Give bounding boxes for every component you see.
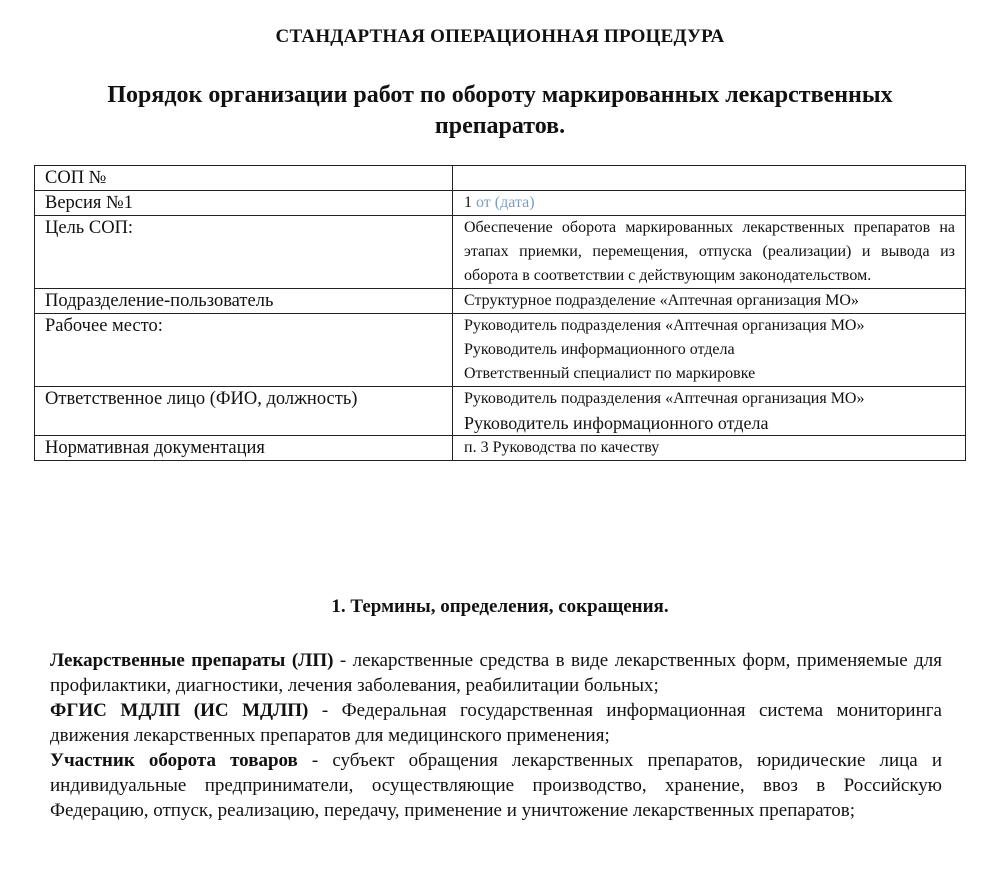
definition-item bbox=[50, 748, 942, 823]
responsible-line: Руководитель подразделения «Аптечная организация МО» bbox=[464, 390, 865, 407]
definition-text: - Федеральная государственная информационная система мониторинга движения лекарственных препаратов для медицинского применения; bbox=[50, 700, 942, 746]
table-row bbox=[35, 387, 966, 436]
definition-term: Лекарственные препараты (ЛП) bbox=[50, 650, 334, 671]
goal-value: Обеспечение оборота маркированных лекарственных препаратов на этапах приемки, перемещения, отпуска (реализации) и вывода из оборота в соответствии с действующим законодательством. bbox=[453, 216, 966, 289]
responsible-label: Ответственное лицо (ФИО, должность) bbox=[35, 387, 453, 436]
sop-number-value bbox=[453, 166, 966, 191]
version-label: Версия №1 bbox=[35, 191, 453, 216]
definition-item bbox=[50, 648, 942, 698]
sop-info-table bbox=[34, 165, 966, 461]
table-row bbox=[35, 289, 966, 314]
definition-text: - лекарственные средства в виде лекарственных форм, применяемые для профилактики, диагностики, лечения заболевания, реабилитации больных; bbox=[50, 650, 942, 696]
version-date-placeholder: от (дата) bbox=[476, 194, 535, 211]
definition-term: ФГИС МДЛП (ИС МДЛП) bbox=[50, 700, 309, 721]
definition-term: Участник оборота товаров bbox=[50, 750, 298, 771]
table-row bbox=[35, 436, 966, 461]
normative-label: Нормативная документация bbox=[35, 436, 453, 461]
table-row bbox=[35, 191, 966, 216]
definition-item bbox=[50, 698, 942, 748]
department-value: Структурное подразделение «Аптечная организация МО» bbox=[453, 289, 966, 314]
department-label: Подразделение-пользователь bbox=[35, 289, 453, 314]
document-subtitle: Порядок организации работ по обороту маркированных лекарственных препаратов. bbox=[107, 82, 893, 139]
workplace-value bbox=[453, 314, 966, 387]
definitions-list bbox=[50, 648, 942, 823]
document-title: СТАНДАРТНАЯ ОПЕРАЦИОННАЯ ПРОЦЕДУРА bbox=[275, 26, 725, 47]
table-row bbox=[35, 216, 966, 289]
workplace-line: Ответственный специалист по маркировке bbox=[464, 365, 756, 382]
section-heading: 1. Термины, определения, сокращения. bbox=[331, 596, 669, 617]
normative-value: п. 3 Руководства по качеству bbox=[453, 436, 966, 461]
sop-number-label: СОП № bbox=[35, 166, 453, 191]
workplace-line: Руководитель информационного отдела bbox=[464, 341, 735, 358]
definition-text: - субъект обращения лекарственных препаратов, юридические лица и индивидуальные предприниматели, осуществляющие производство, хранение, ввоз в Российскую Федерацию, отпуск, реализацию, передачу, применение и уничтожение лекарственных препаратов; bbox=[50, 750, 943, 821]
table-row bbox=[35, 166, 966, 191]
workplace-label: Рабочее место: bbox=[35, 314, 453, 387]
responsible-value bbox=[453, 387, 966, 436]
workplace-line: Руководитель подразделения «Аптечная организация МО» bbox=[464, 317, 865, 334]
table-row bbox=[35, 314, 966, 387]
version-value bbox=[453, 191, 966, 216]
goal-label: Цель СОП: bbox=[35, 216, 453, 289]
version-number: 1 bbox=[464, 194, 472, 211]
responsible-line: Руководитель информационного отдела bbox=[464, 413, 769, 433]
